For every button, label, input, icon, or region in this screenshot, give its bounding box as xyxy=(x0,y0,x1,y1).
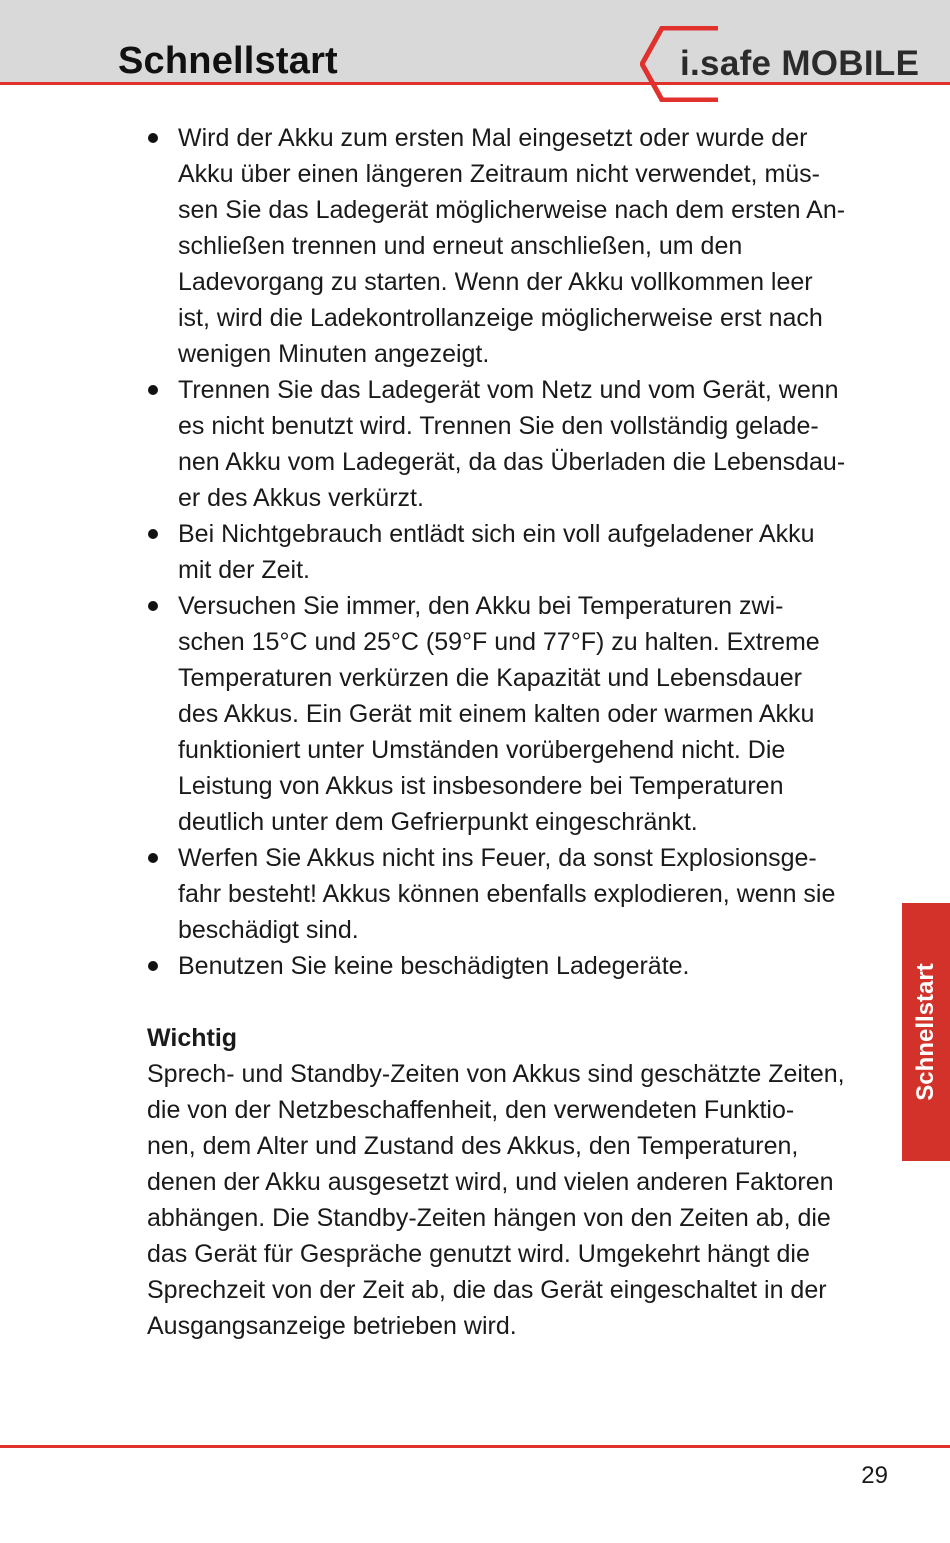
bullet-icon xyxy=(148,601,158,611)
side-tab-label: Schnellstart xyxy=(912,963,939,1101)
bullet-icon xyxy=(148,529,158,539)
logo-text: i.safe MOBILE xyxy=(680,44,920,83)
list-item-text: Wird der Akku zum ersten Mal eingesetzt oder wurde der Akku über einen längeren Zeitraum nicht verwendet, müs- sen Sie das Ladegerät möglicherweise nach dem ersten An- schließen trennen und erneut anschließen, um den Ladevorgang zu starten. Wenn der Akku vollkommen leer ist, wird die Ladekontrollanzeige möglicherweise erst nach wenigen Minuten angezeigt. xyxy=(178,124,846,368)
bullet-icon xyxy=(148,961,158,971)
bullet-list xyxy=(147,120,892,984)
bullet-icon xyxy=(148,385,158,395)
list-item-text: Trennen Sie das Ladegerät vom Netz und vom Gerät, wenn es nicht benutzt wird. Trennen Sie den vollständig gelade- nen Akku vom Ladegerät, da das Überladen die Lebensdau- er des Akkus verkürzt. xyxy=(178,376,846,512)
page-number: 29 xyxy=(861,1462,888,1489)
list-item xyxy=(147,840,892,948)
bullet-icon xyxy=(148,853,158,863)
page-title: Schnellstart xyxy=(118,40,338,82)
list-item xyxy=(147,588,892,840)
list-item-text: Bei Nichtgebrauch entlädt sich ein voll aufgeladener Akku mit der Zeit. xyxy=(178,520,815,584)
footer-rule xyxy=(0,1445,950,1448)
list-item xyxy=(147,948,892,984)
important-body: Sprech- und Standby-Zeiten von Akkus sind geschätzte Zeiten, die von der Netzbeschaffenheit, den verwendeten Funktio- nen, dem Alter und Zustand des Akkus, den Temperaturen, denen der Akku ausgesetzt wird, und vielen anderen Faktoren abhängen. Die Standby-Zeiten hängen von den Zeiten ab, die das Gerät für Gespräche genutzt wird. Umgekehrt hängt die Sprechzeit von der Zeit ab, die das Gerät eingeschaltet in der Ausgangsanzeige betrieben wird. xyxy=(147,1060,845,1340)
bullet-icon xyxy=(148,133,158,143)
list-item-text: Versuchen Sie immer, den Akku bei Temperaturen zwi- schen 15°C und 25°C (59°F und 77°F) zu halten. Extreme Temperaturen verkürzen die Kapazität und Lebensdauer des Akkus. Ein Gerät mit einem kalten oder warmen Akku funktioniert unter Umständen vorübergehend nicht. Die Leistung von Akkus ist insbesondere bei Temperaturen deutlich unter dem Gefrierpunkt eingeschränkt. xyxy=(178,592,820,836)
list-item-text: Benutzen Sie keine beschädigten Ladegeräte. xyxy=(178,952,690,980)
list-item xyxy=(147,516,892,588)
side-tab xyxy=(902,903,950,1161)
isafe-mobile-logo xyxy=(640,26,930,102)
list-item xyxy=(147,120,892,372)
list-item-text: Werfen Sie Akkus nicht ins Feuer, da sonst Explosionsge- fahr besteht! Akkus können ebenfalls explodieren, wenn sie beschädigt sind. xyxy=(178,844,836,944)
main-content xyxy=(147,120,892,1344)
important-heading: Wichtig xyxy=(147,1024,238,1052)
list-item xyxy=(147,372,892,516)
